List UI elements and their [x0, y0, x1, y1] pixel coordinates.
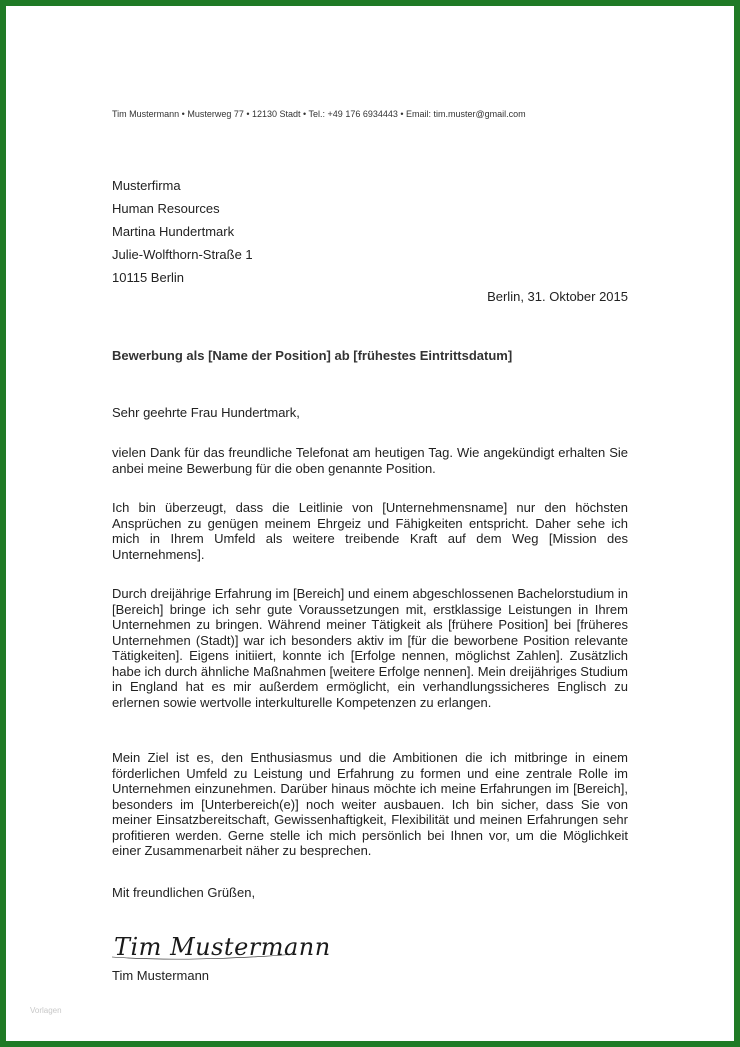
recipient-street: Julie-Wolfthorn-Straße 1: [112, 247, 253, 262]
sender-address-line: Tim Mustermann • Musterweg 77 • 12130 Stadt • Tel.: +49 176 6934443 • Email: tim.muster@gmail.com: [112, 109, 526, 119]
recipient-person: Martina Hundertmark: [112, 224, 235, 239]
body-paragraph: Durch dreijährige Erfahrung im [Bereich] und einem abgeschlossenen Bachelorstudium in [Bereich] bringe ich sehr gute Voraussetzungen mit, erstklassige Leistungen in Ihrem Unternehmen zu bringen. Während meiner Tätigkeit als [frühere Position] bei [früheres Unternehmen (Stadt)] war ich besonders aktiv im [für die beworbene Position relevante Tätigkeiten]. Eigens initiiert, konnte ich [Erfolge nennen, möglichst Zahlen]. Zusätzlich habe ich durch ähnliche Maßnahmen [weitere Erfolge nennen]. Mein dreijähriges Studium in England hat es mir außerdem ermöglicht, ein verhandlungssicheres Englisch zu erlernen sowie wertvolle interkulturelle Kompetenzen zu erlangen.: [112, 586, 628, 710]
handwritten-signature: [106, 921, 331, 967]
body-paragraph: vielen Dank für das freundliche Telefonat am heutigen Tag. Wie angekündigt erhalten Sie anbei meine Bewerbung für die oben genannte Position.: [112, 445, 628, 476]
body-paragraph: Ich bin überzeugt, dass die Leitlinie von [Unternehmensname] nur den höchsten Ansprüchen zu genügen meinem Ehrgeiz und Fähigkeiten entspricht. Daher sehe ich mich in Ihrem Umfeld als weitere treibende Kraft auf dem Weg [Mission des Unternehmens].: [112, 500, 628, 562]
signer-name: Tim Mustermann: [112, 968, 210, 983]
salutation: Sehr geehrte Frau Hundertmark,: [112, 405, 300, 420]
letter-subject: Bewerbung als [Name der Position] ab [frühestes Eintrittsdatum]: [112, 348, 513, 363]
recipient-company: Musterfirma: [112, 178, 181, 193]
signature-text: Tim Mustermann: [114, 933, 331, 961]
watermark-text: Vorlagen: [30, 1006, 62, 1015]
closing-phrase: Mit freundlichen Grüßen,: [112, 885, 256, 900]
recipient-city: 10115 Berlin: [112, 270, 185, 285]
recipient-address: [112, 174, 253, 289]
letter-date: Berlin, 31. Oktober 2015: [487, 289, 628, 304]
body-paragraph: Mein Ziel ist es, den Enthusiasmus und die Ambitionen die ich mitbringe in einem förderlichen Umfeld zu Leistung und Erfahrung zu formen und eine zentrale Rolle im Unternehmen einzunehmen. Darüber hinaus möchte ich meine Erfahrungen im [Bereich], besonders im [Unterbereich(e)] noch weiter ausbauen. Ich bin sicher, dass Sie von meiner Einsatzbereitschaft, Gewissenhaftigkeit, Flexibilität und meinen Erfahrungen sehr profitieren werden. Gerne stelle ich mich persönlich bei Ihnen vor, um die Möglichkeit einer Zusammenarbeit näher zu besprechen.: [112, 750, 628, 858]
letter-page: [6, 6, 734, 1041]
recipient-department: Human Resources: [112, 201, 220, 216]
